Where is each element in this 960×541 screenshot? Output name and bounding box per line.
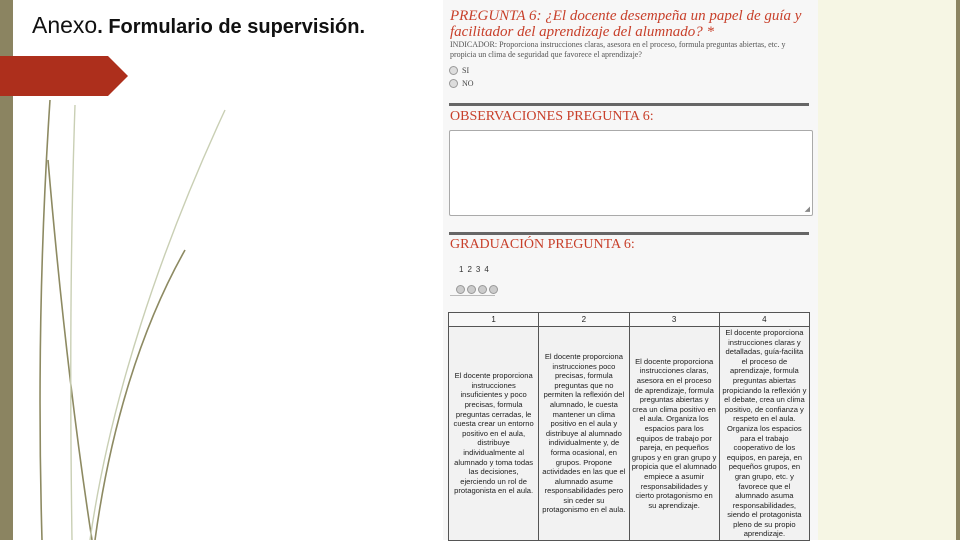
section-separator: [449, 232, 809, 235]
form-screenshot: [443, 0, 818, 540]
rubric-cell: El docente proporciona instrucciones poco precisas, formula preguntas que no permiten la reflexión del alumnado, le cuesta mantener un clima positivo en el aula y distribuye al alumnado individualmente y, de forma ocasional, en grupos. Propone actividades en las que el alumnado asume responsabilidades pero sin ceder su protagonismo en el aula.: [539, 327, 629, 541]
scale-radio-2[interactable]: [467, 285, 476, 294]
scale-label: 3: [475, 265, 481, 274]
slide-title-anexo: Anexo: [32, 12, 98, 38]
option-si[interactable]: [449, 66, 469, 75]
rubric-header: 3: [629, 313, 719, 327]
rubric-header: 1: [449, 313, 539, 327]
option-si-label: SI: [462, 66, 470, 75]
grading-title: GRADUACIÓN PREGUNTA 6:: [450, 237, 635, 252]
question-title: PREGUNTA 6: ¿El docente desempeña un papel de guía y facilitador del aprendizaje del alumnado? *: [450, 8, 802, 40]
radio-no[interactable]: [449, 79, 458, 88]
radio-si[interactable]: [449, 66, 458, 75]
observations-textarea[interactable]: [449, 130, 813, 216]
scale-divider: [450, 295, 495, 296]
section-separator: [449, 103, 809, 106]
slide-title-rest: . Formulario de supervisión.: [97, 16, 366, 38]
scale-radio-1[interactable]: [456, 285, 465, 294]
option-no[interactable]: [449, 79, 474, 88]
option-no-label: NO: [462, 79, 474, 88]
grading-scale-labels: [459, 265, 489, 274]
red-flag-shape: [0, 56, 128, 96]
rubric-table: [448, 312, 810, 541]
rubric-cell: El docente proporciona instrucciones insuficientes y poco precisas, formula preguntas cerradas, le cuesta crear un entorno positivo en el aula, distribuye individualmente al alumnado y toma todas las decisiones, ejerciendo un rol de protagonista en el aula.: [449, 327, 539, 541]
question-indicator: INDICADOR: Proporciona instrucciones claras, asesora en el proceso, formula preguntas abiertas, etc. y propicia un clima de seguridad que favorece el aprendizaje?: [450, 40, 786, 59]
scale-label: 1: [459, 265, 464, 274]
rubric-header: 2: [539, 313, 629, 327]
scale-radio-3[interactable]: [478, 285, 487, 294]
rubric-cell: El docente proporciona instrucciones claras y detalladas, guía-facilita el proceso de aprendizaje, formula preguntas abiertas propiciando la reflexión y el debate, crea un clima positivo, de confianza y respeto en el aula. Organiza los espacios para el trabajo cooperativo de los equipos, en pareja, en pequeños grupos, en gran grupo, etc. y favorece que el alumnado asuma responsabilidades, siendo el protagonista pleno de su propio aprendizaje.: [719, 327, 809, 541]
right-frame-bar: [956, 0, 960, 540]
observations-title: OBSERVACIONES PREGUNTA 6:: [450, 109, 654, 124]
right-background-panel: [818, 0, 960, 540]
resize-grip-icon[interactable]: ◢: [804, 206, 810, 213]
scale-label: 2: [467, 265, 472, 274]
rubric-cell: El docente proporciona instrucciones claras, asesora en el proceso de aprendizaje, formula preguntas abiertas y crea un clima positivo en el aula. Organiza los espacios para los equipos de trabajo por pareja, en pequeños grupos y en gran grupo y propicia que el alumnado empiece a asumir responsabilidades y cierto protagonismo en su aprendizaje.: [629, 327, 719, 541]
scale-radio-4[interactable]: [489, 285, 498, 294]
slide-title: [32, 12, 365, 39]
grading-scale-radios: [456, 285, 498, 294]
scale-label: 4: [484, 265, 489, 274]
rubric-header: 4: [719, 313, 809, 327]
